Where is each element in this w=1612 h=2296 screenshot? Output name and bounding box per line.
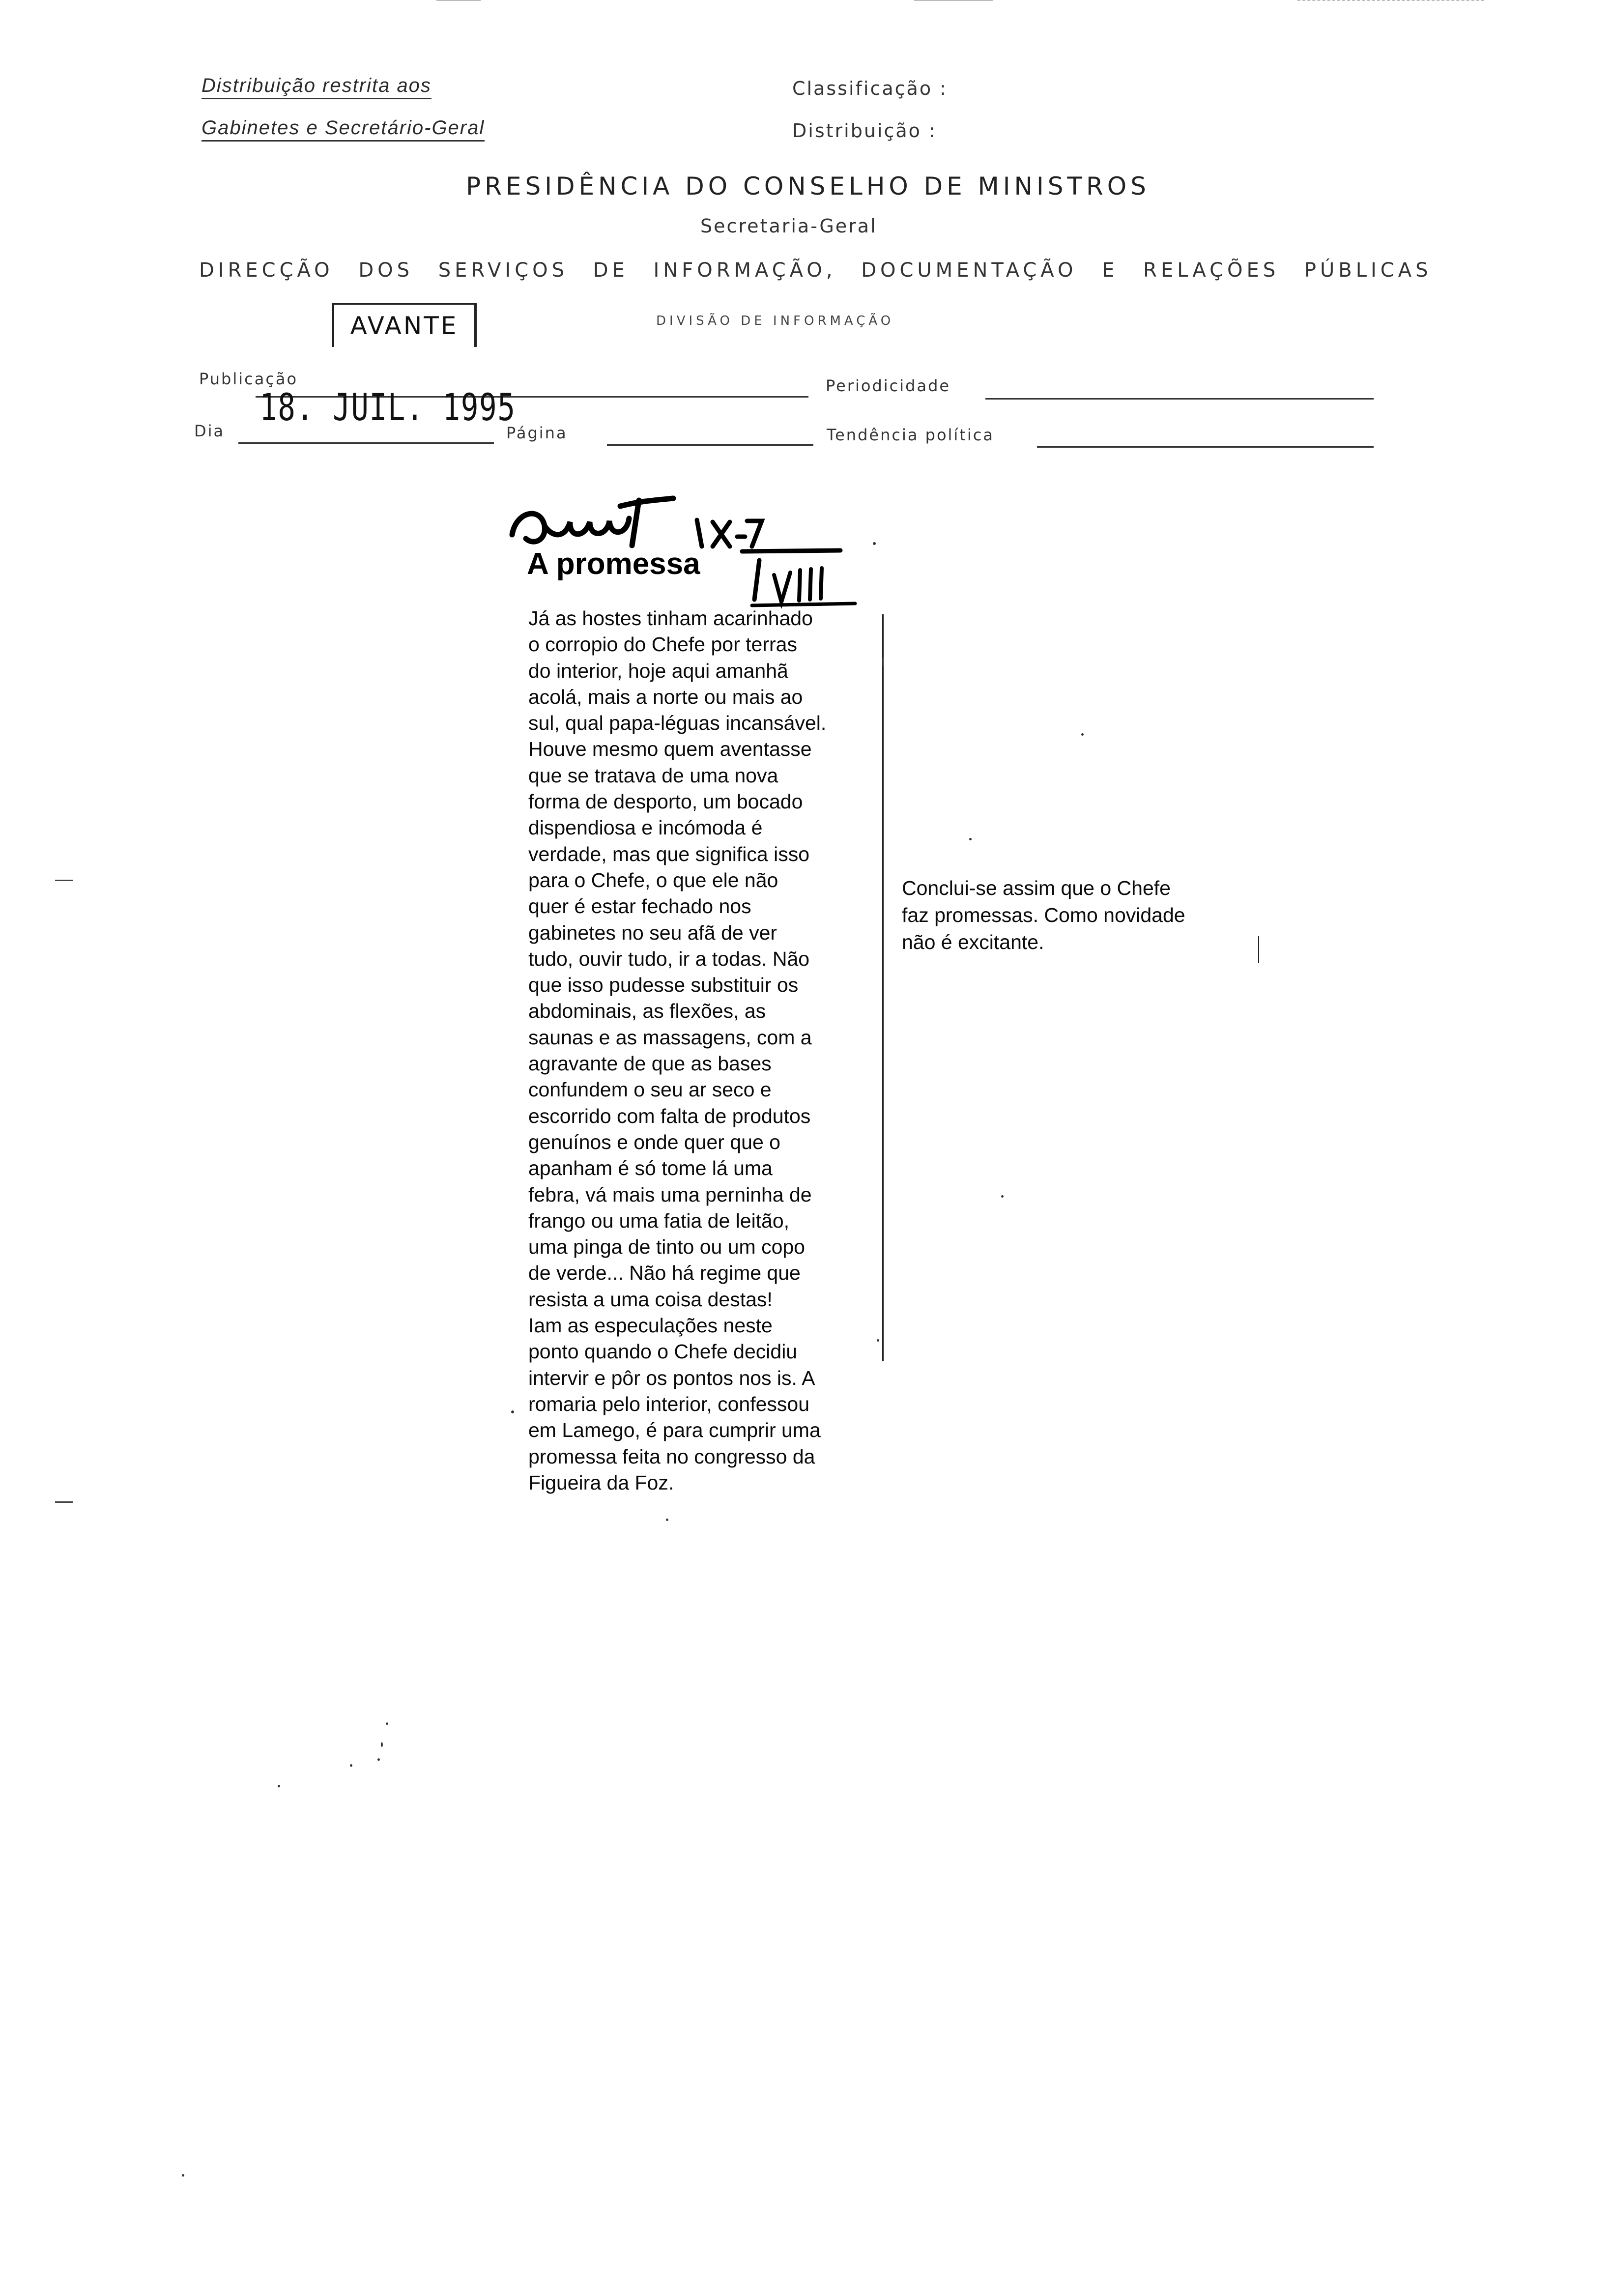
article-body-line: de verde... Não há regime que	[528, 1262, 801, 1285]
classificacao-label: Classificação :	[792, 78, 948, 99]
periodicidade-line	[985, 398, 1374, 400]
dia-line	[238, 442, 494, 444]
article-body-line: que se tratava de uma nova	[528, 764, 778, 787]
direccao-servicos: DIRECÇÃO DOS SERVIÇOS DE INFORMAÇÃO, DOCUMENTAÇÃO E RELAÇÕES PÚBLICAS	[199, 259, 1432, 282]
speck	[278, 1785, 280, 1787]
article-body-line: romaria pelo interior, confessou	[528, 1392, 810, 1415]
article-body-line: escorrido com falta de produtos	[528, 1104, 811, 1127]
article-body-line: Houve mesmo quem aventasse	[528, 738, 812, 761]
article-body-line: febra, vá mais uma perninha de	[528, 1183, 812, 1206]
article-body-line: saunas e as massagens, com a	[528, 1026, 812, 1049]
article-body-line: dispendiosa e incómoda é	[528, 816, 763, 839]
article-body-line: intervir e pôr os pontos nos is. A	[528, 1366, 815, 1389]
date-stamp: 18. JUIL. 1995	[259, 385, 516, 429]
speck	[381, 1742, 383, 1747]
speck	[1081, 733, 1084, 736]
article-body-line: promessa feita no congresso da	[528, 1445, 815, 1468]
article-body-line: verdade, mas que significa isso	[528, 842, 810, 865]
speck	[350, 1764, 352, 1767]
article-aside	[902, 875, 1185, 956]
article-body-line: agravante de que as bases	[528, 1052, 772, 1075]
margin-mark	[55, 1501, 73, 1503]
restricted-distribution-line-2: Gabinetes e Secretário-Geral	[202, 117, 485, 142]
scan-mark	[436, 0, 481, 1]
speck	[873, 542, 876, 545]
scan-mark	[1297, 0, 1484, 1]
tendencia-line	[1037, 446, 1374, 448]
article-body-line: quer é estar fechado nos	[528, 895, 751, 918]
column-divider	[882, 614, 884, 1361]
article-body-line: confundem o seu ar seco e	[528, 1078, 772, 1101]
speck	[511, 1410, 514, 1413]
article-aside-line: não é excitante.	[902, 931, 1044, 953]
speck	[877, 1339, 879, 1342]
article-body-line: forma de desporto, um bocado	[528, 790, 803, 813]
article-body-line: Já as hostes tinham acarinhado	[528, 607, 813, 630]
article-body-line: que isso pudesse substituir os	[528, 974, 799, 997]
article-body-line: resista a uma coisa destas!	[528, 1288, 773, 1311]
article-body-line: tudo, ouvir tudo, ir a todas. Não	[528, 947, 810, 970]
speck	[882, 658, 884, 666]
article-body-line: Figueira da Foz.	[528, 1471, 674, 1494]
article-body-line: Iam as especulações neste	[528, 1314, 773, 1337]
article-body-line: abdominais, as flexões, as	[528, 1000, 766, 1023]
article-body-line: frango ou uma fatia de leitão,	[528, 1209, 790, 1232]
article-body-line: ponto quando o Chefe decidiu	[528, 1340, 798, 1363]
article-body-line: acolá, mais a norte ou mais ao	[528, 685, 803, 708]
secretaria-geral: Secretaria-Geral	[700, 215, 877, 237]
institution-title: PRESIDÊNCIA DO CONSELHO DE MINISTROS	[466, 172, 1150, 201]
dia-label: Dia	[194, 422, 225, 440]
aside-mark	[1258, 936, 1259, 963]
article-body-line: do interior, hoje aqui amanhã	[528, 659, 788, 682]
speck	[1001, 1195, 1004, 1198]
speck	[182, 2174, 184, 2177]
scan-mark	[914, 0, 993, 1]
article-body-line: em Lamego, é para cumprir uma	[528, 1419, 821, 1442]
article-body-line: apanham é só tome lá uma	[528, 1157, 773, 1180]
article-title: A promessa	[527, 547, 700, 581]
divisao-informacao: DIVISÃO DE INFORMAÇÃO	[656, 314, 894, 328]
publicacao-label: Publicação	[199, 370, 298, 388]
article-body-line: sul, qual papa-léguas incansável.	[528, 712, 827, 735]
article-body-line: gabinetes no seu afã de ver	[528, 921, 777, 944]
restricted-distribution-line-1: Distribuição restrita aos	[202, 75, 432, 99]
article-body-line: o corropio do Chefe por terras	[528, 633, 797, 656]
article-body	[528, 605, 826, 1496]
distribuicao-label: Distribuição :	[792, 120, 937, 142]
speck	[377, 1758, 380, 1761]
margin-mark	[55, 880, 73, 881]
pagina-label: Página	[506, 424, 568, 442]
speck	[386, 1722, 388, 1725]
tendencia-label: Tendência política	[827, 426, 994, 444]
publication-stamp: AVANTE	[332, 303, 477, 347]
article-aside-line: faz promessas. Como novidade	[902, 904, 1185, 926]
article-body-line: para o Chefe, o que ele não	[528, 868, 778, 891]
pagina-line	[607, 444, 813, 446]
speck	[969, 838, 972, 840]
speck	[666, 1519, 668, 1521]
article-body-line: genuínos e onde quer que o	[528, 1130, 780, 1153]
article-body-line: uma pinga de tinto ou um copo	[528, 1235, 805, 1259]
periodicidade-label: Periodicidade	[826, 376, 951, 395]
article-aside-line: Conclui-se assim que o Chefe	[902, 877, 1171, 899]
